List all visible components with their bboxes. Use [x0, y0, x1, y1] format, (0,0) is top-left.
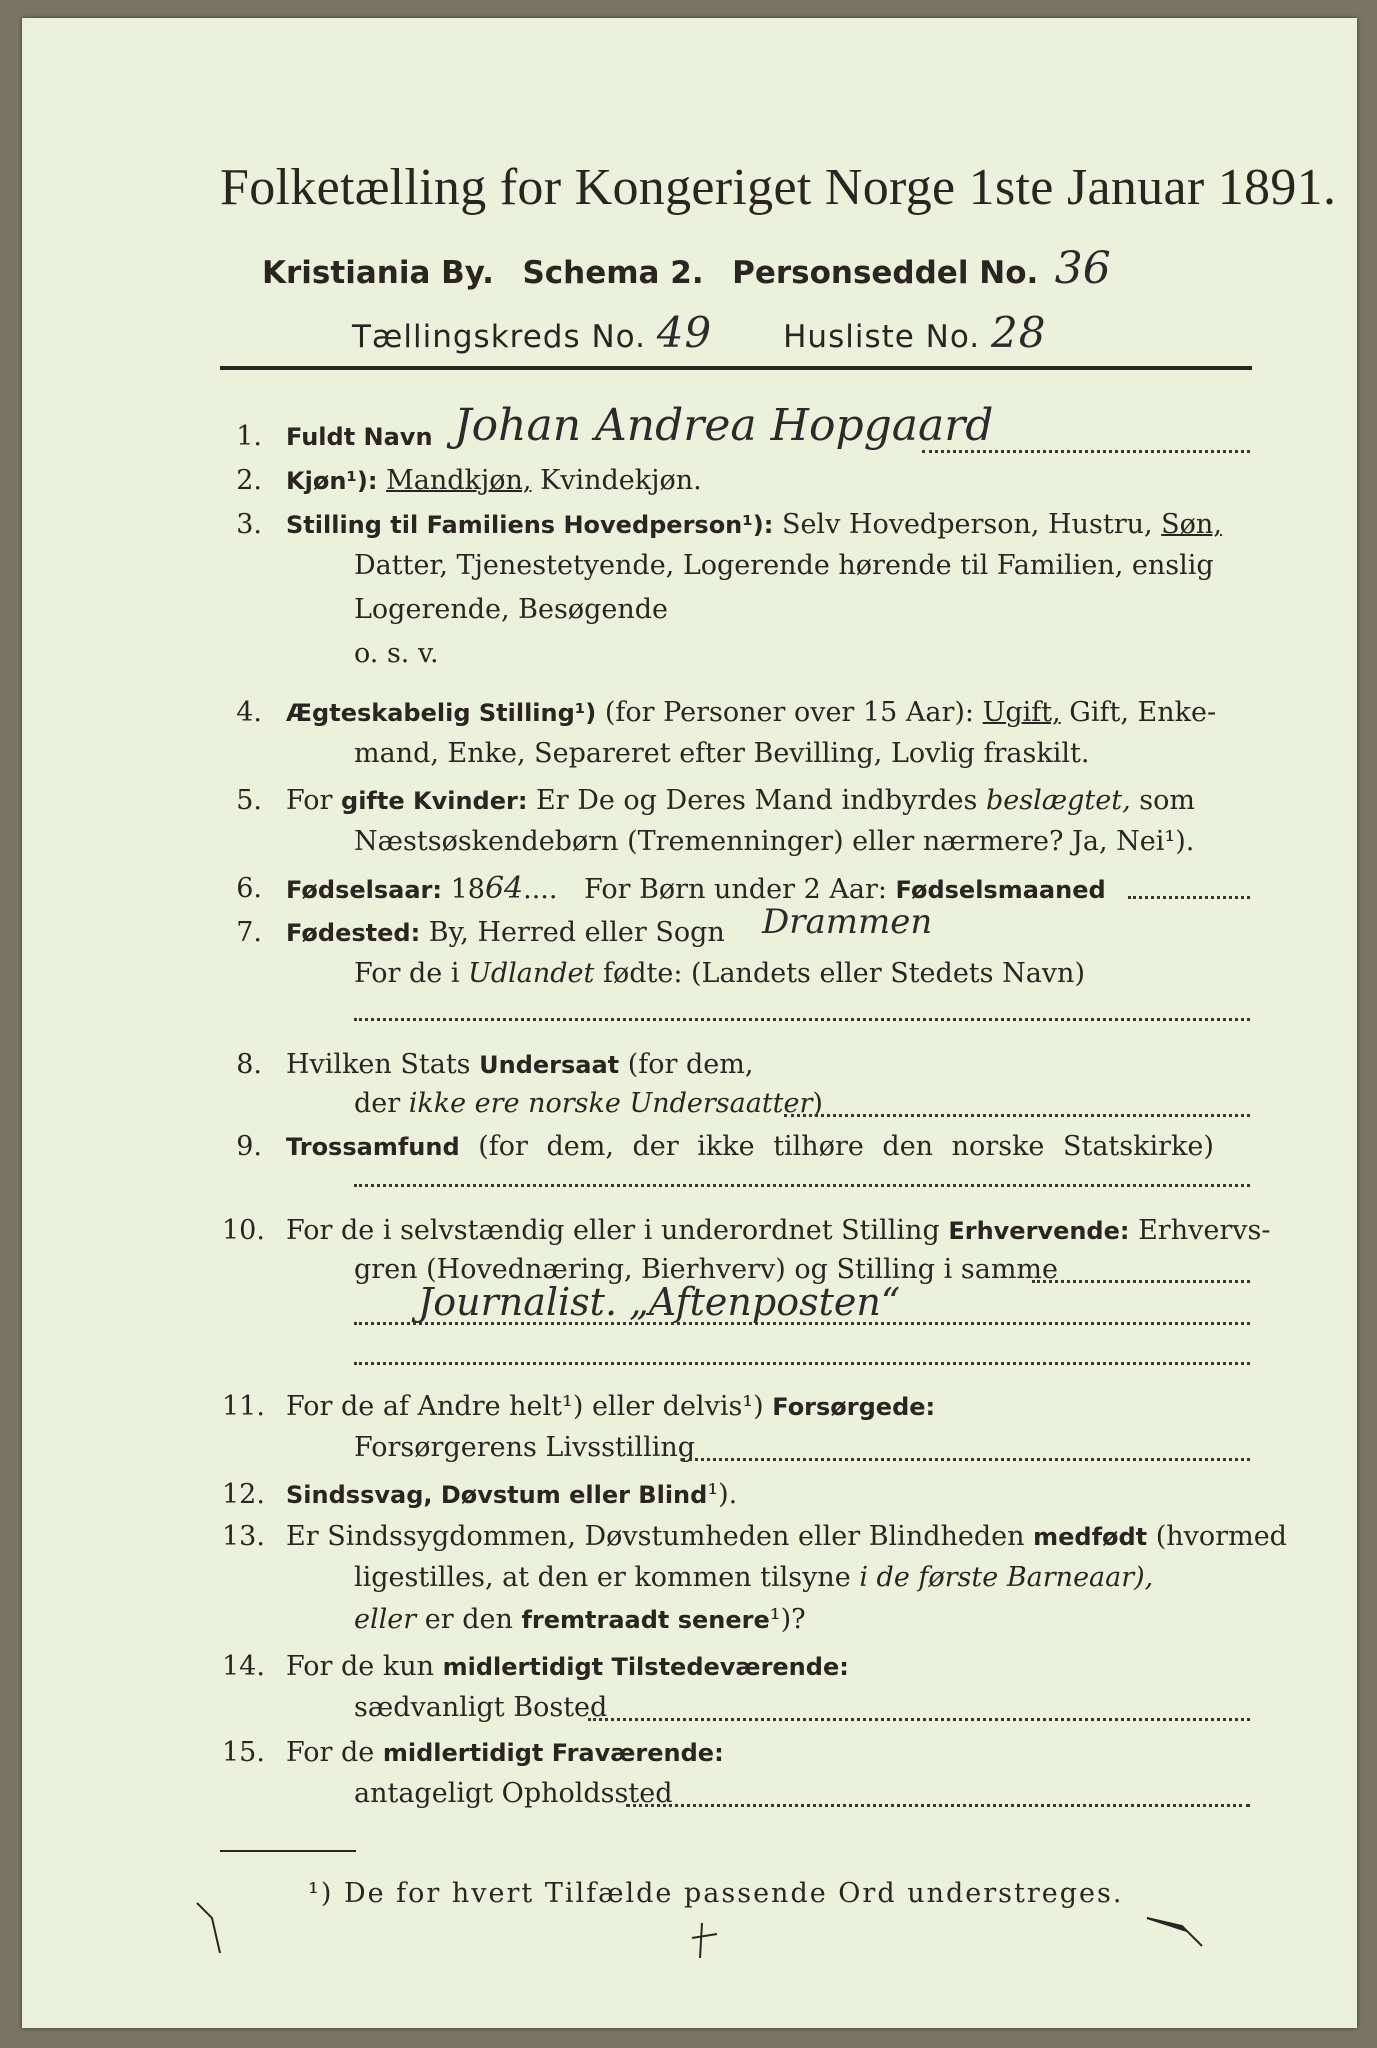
- item-11-line-2: Forsørgerens Livsstilling: [354, 1432, 696, 1463]
- taellingskreds-number: 49: [656, 308, 713, 357]
- occupation-label: Erhvervende:: [948, 1217, 1130, 1245]
- item-15-pre: For de: [286, 1737, 375, 1768]
- item-number: 8.: [236, 1049, 262, 1080]
- item-5-line-2: Næstsøskendebørn (Tremenninger) eller nærmere? Ja, Nei¹).: [354, 826, 1195, 857]
- marital-age-note: (for Personer over 15 Aar):: [604, 697, 974, 728]
- pen-mark-left: [192, 1898, 252, 1968]
- item-15-dots: [626, 1804, 1250, 1807]
- footnote-divider: [220, 1850, 356, 1852]
- item-13-line-3i: eller: [354, 1604, 417, 1635]
- item-number: 2.: [236, 465, 262, 496]
- item-8-line-2: [354, 1088, 823, 1119]
- marital-options: Gift, Enke-: [1069, 697, 1217, 728]
- item-3-line-2: Datter, Tjenestetyende, Logerende hørende til Familien, enslig: [354, 550, 1214, 581]
- marital-status-label: Ægteskabelig Stilling¹): [286, 699, 597, 727]
- item-7-line-2: [354, 958, 1085, 989]
- item-8-pre: Hvilken Stats: [286, 1049, 471, 1080]
- item-13-line-3: [354, 1604, 806, 1635]
- item-14-line-2: sædvanligt Bosted: [354, 1692, 608, 1723]
- item-number: 4.: [236, 697, 262, 728]
- husliste-number: 28: [991, 308, 1047, 357]
- item-7-line-2a: For de i: [354, 958, 460, 989]
- schema-label: Schema 2.: [522, 255, 704, 291]
- item-13-post: (hvormed: [1155, 1521, 1287, 1552]
- census-form-sheet: Folketælling for Kongeriget Norge 1ste Januar 1891. Kristiania By. Schema 2. Personseddel No. 36 Tællingskreds No. 49 Husliste No. 28 1. Fuldt Navn Johan Andrea Hopgaard 2. Kjøn¹): Mandkjøn, Kvindekjøn. 3. Stilling til Familiens Hovedperson¹): Selv Hovedperson, Hustru, Søn, Datter, Tjenestetyende, Logerende hørende til Familien, enslig Logerende, Besøgende o. s. v. 4. Ægteskabelig Stilling¹) (for Personer over 15 Aar): Ugift, Gift, Enke- mand, Enke, Separeret efter Bevilling, Lovlig fraskilt. 5. For gifte Kvinder: Er De og Deres Mand indbyrdes beslægtet, som Næstsøskendebørn (Tremenninger) eller nærmere? Ja, Nei¹). 6. Fødselsaar: 1864.... For Børn under 2 Aar: Fødselsmaaned 7. Fødested: By, Herred eller Sogn Drammen For de i Udlandet fødte: (Landets eller Stedets Navn) 8. Hvilken Stats Undersaat (for dem, der ikke ere norske Undersaatter) 9. Trossamfund (for dem, der ikke tilhøre den norske Statskirke) 10. For de i selvstændig eller i underordnet Stilling Erhvervende: Erhvervs- gren (Hovednæring, Bierhverv) og Stilling i samme Journalist. „Aftenposten“ 11. For de af Andre helt¹) eller delvis¹) Forsørgede: Forsørgerens Livsstilling 12. Sindssvag, Døvstum eller Blind¹). 13. Er Sindssygdommen, Døvstumheden eller Blindheden medfødt (hvormed ligestilles, at den er kommen tilsyne i de første Barneaar), eller er den fremtraadt senere¹)? 14. For de kun midlertidigt Tilstedeværende: sædvanligt Bosted 15. For de midlertidigt Fraværende: antageligt Opholdssted ¹) De for hvert Tilfælde passende Ord understreges.: [22, 18, 1357, 2028]
- nationality-label: Undersaat: [479, 1051, 620, 1079]
- city-label: Kristiania By.: [262, 255, 494, 291]
- birth-year-label: Fødselsaar:: [286, 876, 442, 904]
- item-number: 1.: [236, 421, 262, 452]
- header-divider: [220, 366, 1252, 370]
- birthplace-label: Fødested:: [286, 919, 421, 947]
- birth-month-label: Fødselsmaaned: [895, 876, 1106, 904]
- item-13-later-label: fremtraadt senere: [521, 1606, 770, 1634]
- item-5-som: som: [1139, 785, 1195, 816]
- form-subheader-2: [352, 308, 1046, 357]
- congenital-label: medfødt: [1033, 1523, 1148, 1551]
- item-number: 12.: [222, 1479, 265, 1510]
- item-13-line-2a: ligestilles, at den er kommen tilsyne: [354, 1562, 851, 1593]
- full-name-value: Johan Andrea Hopgaard: [454, 400, 994, 451]
- item-13-pre: Er Sindssygdommen, Døvstumheden eller Blindheden: [286, 1521, 1025, 1552]
- sex-option-female: Kvindekjøn.: [540, 465, 702, 496]
- personseddel-label: Personseddel No.: [732, 255, 1039, 291]
- item-13-line-3a: er den: [424, 1604, 513, 1635]
- item-10-dots-2: [354, 1322, 1250, 1325]
- taellingskreds-label: Tællingskreds No.: [352, 319, 646, 355]
- item-10-dots-1: [1032, 1280, 1250, 1283]
- form-subheader: [262, 243, 1111, 294]
- form-title: Folketælling for Kongeriget Norge 1ste Januar 1891.: [220, 159, 1337, 216]
- item-number: 3.: [236, 509, 262, 540]
- item-13-line-2i: i de første Barneaar),: [859, 1562, 1154, 1593]
- item-8-line-2i: ikke ere norske Undersaatter: [408, 1088, 813, 1119]
- temporary-present-label: midlertidigt Tilstedeværende:: [442, 1653, 849, 1681]
- item-number: 10.: [222, 1215, 265, 1246]
- married-women-label: gifte Kvinder:: [341, 787, 528, 815]
- item-number: 13.: [222, 1521, 265, 1552]
- personseddel-number: 36: [1054, 243, 1111, 294]
- item-14-pre: For de kun: [286, 1651, 434, 1682]
- item-7-dots: [354, 1018, 1250, 1021]
- full-name-dots: [922, 450, 1250, 453]
- item-number: 7.: [236, 917, 262, 948]
- husliste-label: Husliste No.: [783, 319, 981, 355]
- item-13-line-2: [354, 1562, 1153, 1593]
- temporary-absent-label: midlertidigt Fraværende:: [382, 1739, 724, 1767]
- item-8-line-2a: der: [354, 1088, 401, 1119]
- item-3-line-3: Logerende, Besøgende: [354, 594, 668, 625]
- birth-year-prefix: 18: [450, 874, 485, 905]
- item-number: 11.: [222, 1391, 265, 1422]
- sex-option-male: Mandkjøn,: [386, 465, 532, 496]
- item-number: 15.: [222, 1737, 265, 1768]
- item-number: 5.: [236, 785, 262, 816]
- full-name-label: Fuldt Navn: [286, 423, 433, 451]
- birth-year-value: 64: [484, 871, 524, 906]
- item-number: 9.: [236, 1131, 262, 1162]
- item-7-udlandet: Udlandet: [468, 958, 595, 989]
- family-position-options: Selv Hovedperson, Hustru,: [781, 509, 1153, 540]
- birth-month-dots: [1128, 896, 1250, 899]
- birthplace-value: Drammen: [762, 902, 933, 942]
- birthplace-question: By, Herred eller Sogn: [428, 917, 725, 948]
- item-10-post: Erhvervs-: [1138, 1215, 1271, 1246]
- item-5-pre: For: [286, 785, 333, 816]
- footnote: ¹) De for hvert Tilfælde passende Ord understreges.: [308, 1878, 1124, 1909]
- item-11-pre: For de af Andre helt¹) eller delvis¹): [286, 1391, 764, 1422]
- occupation-value: Journalist. „Aftenposten“: [418, 1280, 901, 1324]
- birth-month-note: For Børn under 2 Aar:: [584, 874, 887, 905]
- sex-label: Kjøn¹):: [286, 467, 378, 495]
- item-7-line-2b: fødte: (Landets eller Stedets Navn): [602, 958, 1085, 989]
- item-9-dots: [354, 1184, 1250, 1187]
- item-13-line-3b: ¹)?: [769, 1604, 806, 1635]
- dependents-label: Forsørgede:: [772, 1393, 936, 1421]
- family-position-son: Søn,: [1161, 509, 1222, 540]
- item-3-line-4: o. s. v.: [354, 638, 439, 669]
- item-8-post: (for dem,: [627, 1049, 754, 1080]
- religion-question: (for dem, der ikke tilhøre den norske Statskirke): [478, 1131, 1214, 1162]
- pen-mark-right: [1142, 1906, 1222, 1956]
- item-11-dots: [682, 1458, 1250, 1461]
- pen-mark-center: [682, 1918, 732, 1968]
- item-5-beslaegtet: beslægtet,: [985, 785, 1131, 816]
- item-8-dots: [784, 1114, 1250, 1117]
- item-10-line-2: gren (Hovednæring, Bierhverv) og Stilling i samme: [354, 1254, 1059, 1285]
- item-10-pre: For de i selvstændig eller i underordnet Stilling: [286, 1215, 940, 1246]
- item-15-line-2: antageligt Opholdssted: [354, 1778, 673, 1809]
- family-position-label: Stilling til Familiens Hovedperson¹):: [286, 511, 774, 539]
- item-5-question: Er De og Deres Mand indbyrdes: [536, 785, 978, 816]
- item-4-line-2: mand, Enke, Separeret efter Bevilling, Lovlig fraskilt.: [354, 738, 1090, 769]
- item-14-dots: [588, 1718, 1250, 1721]
- item-number: 6.: [236, 873, 262, 904]
- disability-suffix: ¹).: [707, 1479, 738, 1510]
- religion-label: Trossamfund: [286, 1133, 460, 1161]
- disability-label: Sindssvag, Døvstum eller Blind: [286, 1481, 708, 1509]
- marital-option-ugift: Ugift,: [982, 697, 1061, 728]
- item-10-dots-3: [354, 1362, 1250, 1365]
- item-8-line-2b: ): [812, 1088, 823, 1119]
- item-number: 14.: [222, 1651, 265, 1682]
